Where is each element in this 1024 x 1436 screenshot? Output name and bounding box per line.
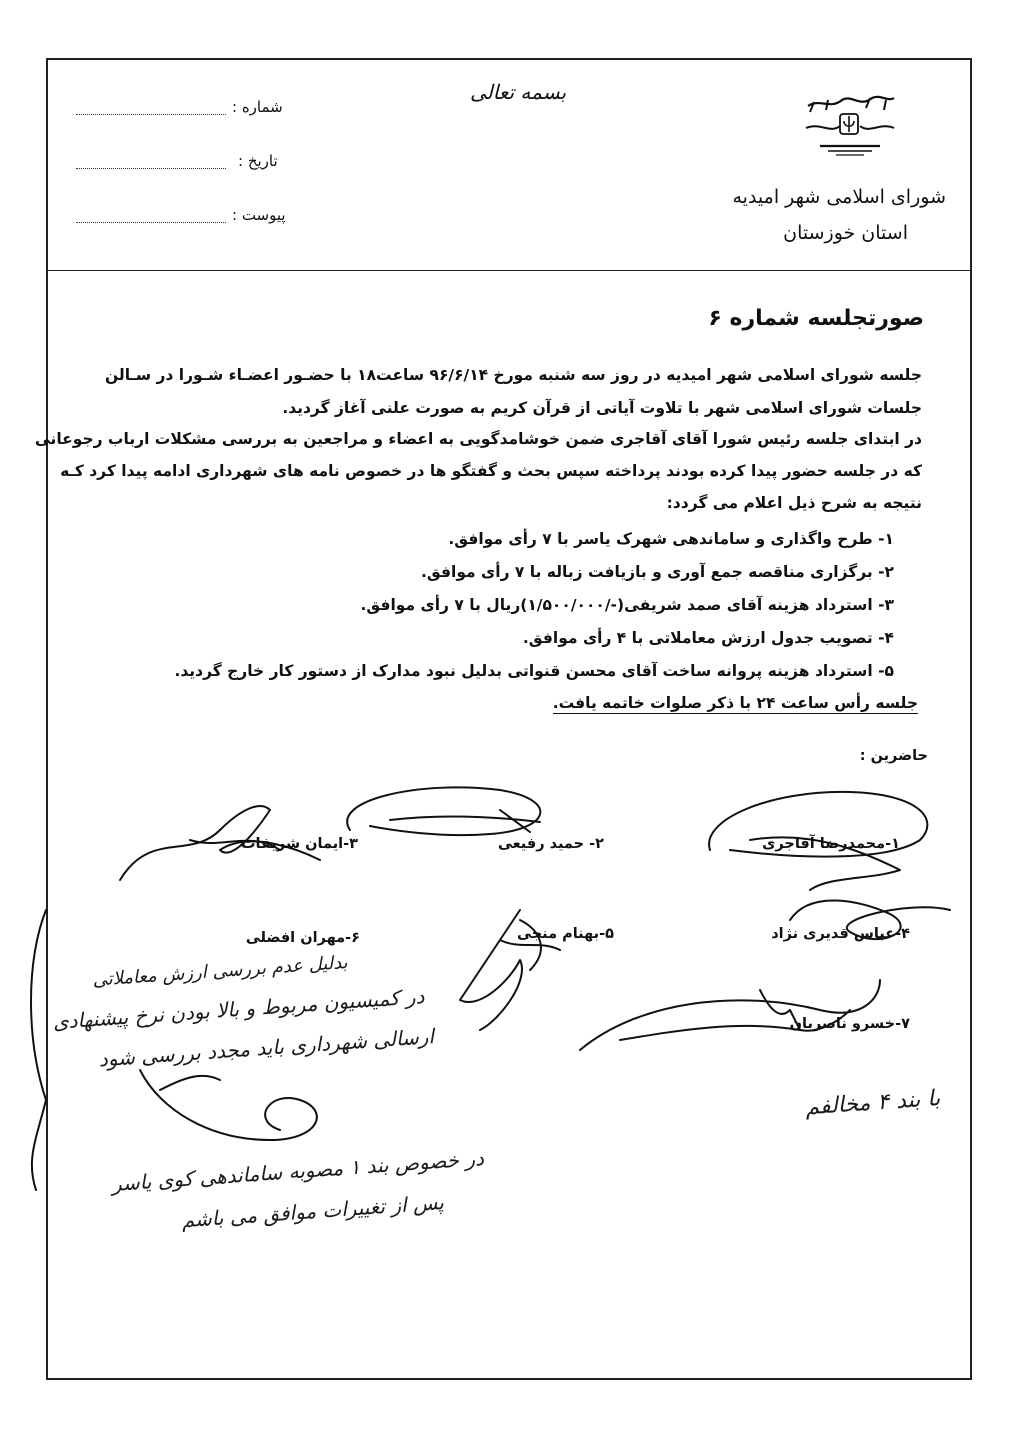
list-item: ۲- برگزاری مناقصه جمع آوری و بازیافت زباله با ۷ رأی موافق.: [421, 563, 894, 581]
handwritten-note: بدلیل عدم بررسی ارزش معاملاتی: [92, 952, 349, 991]
handwritten-note: در خصوص بند ۱ مصوبه ساماندهی کوی یاسر: [111, 1146, 485, 1196]
list-item: ۴- تصویب جدول ارزش معاملاتی با ۴ رأی موافق.: [522, 629, 894, 647]
province-name: استان خوزستان: [783, 222, 908, 244]
attendee-name: ۱-محمدرضا آقاجری: [762, 836, 900, 852]
handwritten-note: ارسالی شهرداری باید مجدد بررسی شود: [98, 1024, 435, 1072]
closing-sentence: جلسه رأس ساعت ۲۴ با ذکر صلوات خاتمه یافت.: [552, 694, 918, 712]
attendee-name: ۴-عباس قدیری نژاد: [771, 926, 910, 942]
bracket-mark: [16, 900, 56, 1200]
attendee-name: ۶-مهران افضلی: [245, 930, 360, 946]
handwritten-note: با بند ۴ مخالفم: [804, 1086, 941, 1121]
page-title: صورتجلسه شماره ۶: [708, 306, 924, 331]
paragraph1-line1: جلسه شورای اسلامی شهر امیدیه در روز سه شنبه مورخ ۹۶/۶/۱۴ ساعت۱۸ با حضـور اعضـاء شـورا در سـالن: [104, 366, 922, 384]
attendees-label: حاضرین :: [859, 748, 928, 764]
list-item: ۵- استرداد هزینه پروانه ساخت آقای محسن قنواتی بدلیل نبود مدارک از دستور کار خارج گردید.: [174, 662, 894, 680]
date-dotted-line: [76, 168, 226, 169]
emblem-icon: [800, 88, 900, 168]
attendee-name: ۷-خسرو ناصریان: [789, 1016, 910, 1032]
attachment-dotted-line: [76, 222, 226, 223]
attendee-name: ۵-بهنام منجی: [517, 926, 614, 942]
paragraph1-line2: جلسات شورای اسلامی شهر با تلاوت آیاتی از قرآن کریم به صورت علنی آغاز گردید.: [282, 399, 922, 417]
attendee-name: ۳-ایمان شریفات: [240, 836, 358, 852]
date-label: تاریخ :: [238, 152, 278, 170]
handwritten-note: پس از تغییرات موافق می باشم: [181, 1190, 445, 1233]
signature-ghadiri: [770, 870, 970, 960]
handwritten-note: در کمیسیون مربوط و بالا بودن نرخ پیشنهادی: [51, 984, 425, 1034]
attachment-label: پیوست :: [232, 206, 286, 224]
list-item: ۱- طرح واگذاری و ساماندهی شهرک یاسر با ۷ رأی موافق.: [448, 530, 894, 548]
attendee-name: ۲- حمید رفیعی: [497, 836, 604, 852]
emblem-text: [800, 88, 801, 89]
paragraph2-line1: در ابتدای جلسه رئیس شورا آقای آقاجری ضمن خوشامدگویی به اعضاء و مراجعین به بررسی مشکلات ارباب رجوعانی: [34, 430, 922, 448]
number-dotted-line: [76, 114, 226, 115]
signature-sharifat: [100, 790, 340, 900]
paragraph2-line2: که در جلسه حضور پیدا کرده بودند پرداخته سپس بحث و گفتگو ها در خصوص نامه های شهرداری ادامه پیدا کرد کـه: [60, 462, 922, 480]
signature-rafiei: [330, 770, 570, 860]
basmala: بسمه تعالی: [470, 80, 567, 104]
emblem-logo: [800, 88, 900, 168]
signature-naserian: [560, 970, 900, 1080]
org-name: شورای اسلامی شهر امیدیه: [732, 186, 946, 208]
list-item: ۳- استرداد هزینه آقای صمد شریفی(-/۱/۵۰۰/۰۰۰)ریال با ۷ رأی موافق.: [360, 596, 894, 614]
number-label: شماره :: [232, 98, 283, 116]
header-divider: [46, 270, 972, 271]
paragraph2-line3: نتیجه به شرح ذیل اعلام می گردد:: [666, 494, 922, 512]
